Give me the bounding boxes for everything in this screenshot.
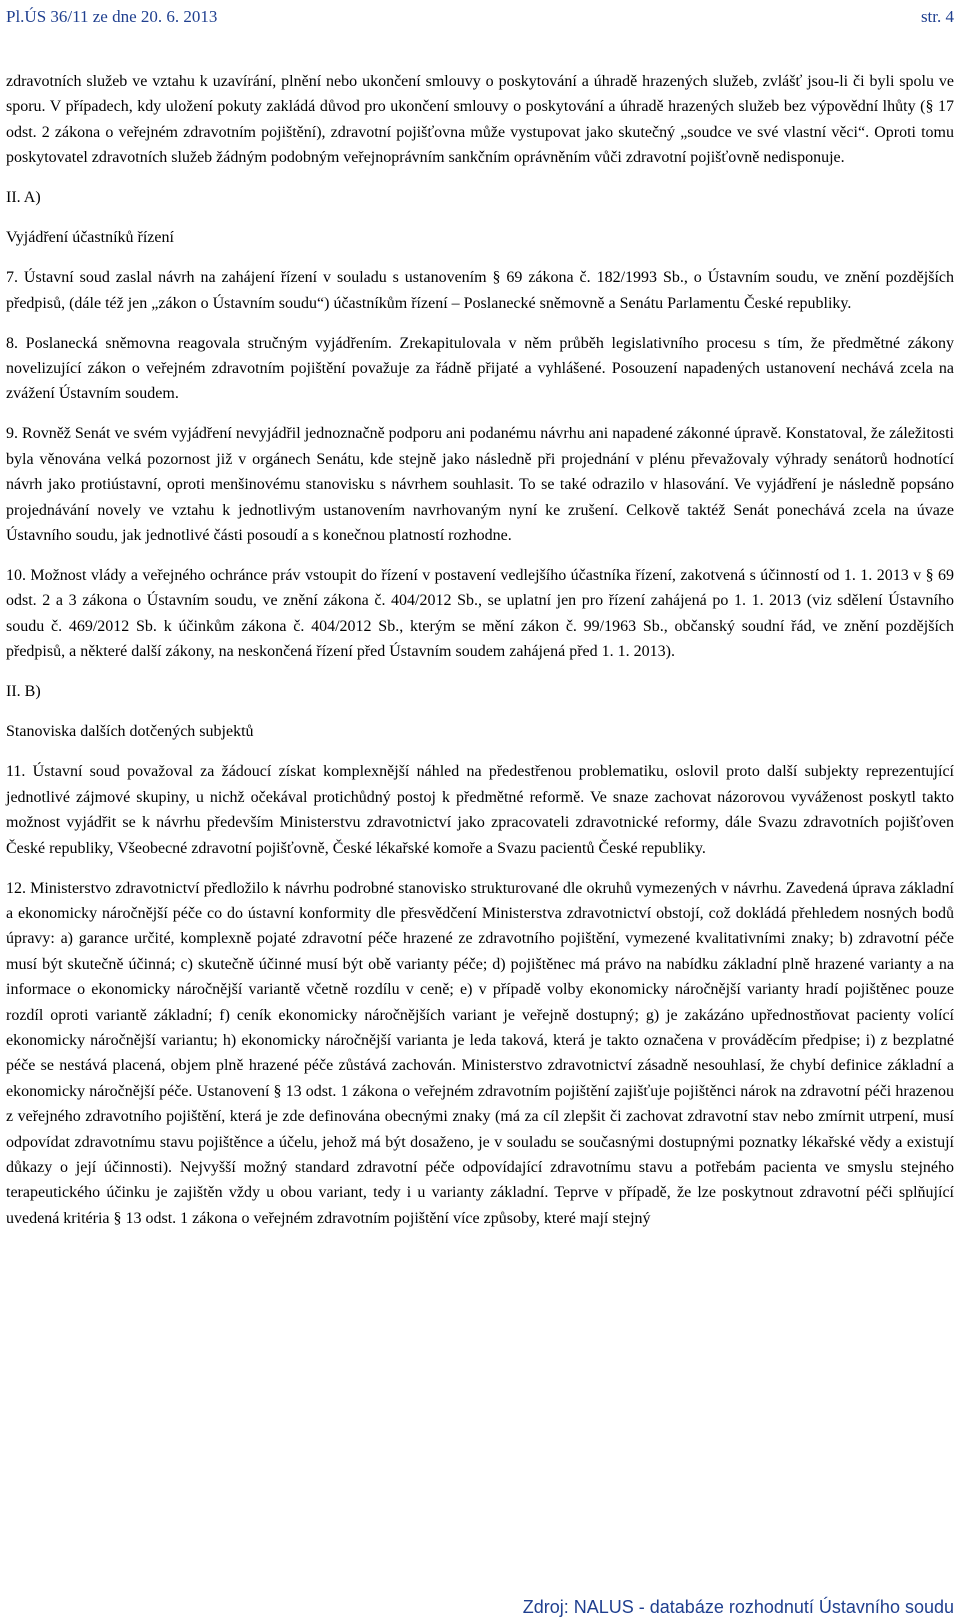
source-footer: Zdroj: NALUS - databáze rozhodnutí Ústavního soudu (522, 1597, 954, 1617)
paragraph-7: 7. Ústavní soud zaslal návrh na zahájení řízení v souladu s ustanovením § 69 zákona č. 182/1993 Sb., o Ústavním soudu, ve znění pozdějších předpisů, (dále též jen „zákon o Ústavním soudu“) účastníkům řízení – Poslanecké sněmovně a Senátu Parlamentu České republiky. (6, 269, 954, 312)
paragraph-continuation: zdravotních služeb ve vztahu k uzavírání, plnění nebo ukončení smlouvy o poskytování a úhradě hrazených služeb, zvlášť jsou-li či byli spolu ve sporu. V případech, kdy uložení pokuty zakládá důvod pro ukončení smlouvy o poskytování a úhradě hrazených služeb bez výpovědní lhůty (§ 17 odst. 2 zákona o veřejném zdravotním pojištění), zdravotní pojišťovna může vystupovat jako skutečný „soudce ve své vlastní věci“. Oproti tomu poskytovatel zdravotních služeb žádným podobným veřejnoprávním sankčním oprávněním vůči zdravotní pojišťovně nedisponuje. (6, 73, 954, 167)
section-heading-a: Vyjádření účastníků řízení (6, 229, 174, 247)
paragraph-10: 10. Možnost vlády a veřejného ochránce práv vstoupit do řízení v postavení vedlejšího účastníka řízení, zakotvená s účinností od 1. 1. 2013 v § 69 odst. 2 a 3 zákona o Ústavním soudu, ve znění zákona č. 404/2012 Sb., se uplatní jen pro řízení zahájená po 1. 1. 2013 (viz sdělení Ústavního soudu č. 469/2012 Sb. k účinkům zákona č. 404/2012 Sb., kterým se mění zákon č. 99/1963 Sb., občanský soudní řád, ve znění pozdějších předpisů, a některé další zákony, na neskončená řízení před Ústavním soudem zahájená před 1. 1. 2013). (6, 567, 954, 661)
paragraph-9: 9. Rovněž Senát ve svém vyjádření nevyjádřil jednoznačně podporu ani podanému návrhu ani napadené zákonné úpravě. Konstatoval, že záležitosti byla věnována velká pozornost již v orgánech Senátu, kde stejně jako následně při projednání v plénu převažovaly výhrady senátorů hodnotící návrh jako protiústavní, oproti menšinovému stanovisku s návrhem souhlasit. To se také odrazilo v hlasování. Ve vyjádření je následně popsáno projednávání novely ve vztahu k jednotlivým ustanovením navrhovaným nyní ke zrušení. Celkově taktéž Senát ponechává zcela na úvaze Ústavního soudu, jak jednotlivé části posoudí a s konečnou platností rozhodne. (6, 425, 954, 545)
paragraph-8: 8. Poslanecká sněmovna reagovala stručným vyjádřením. Zrekapitulovala v něm průběh legislativního procesu s tím, že předmětné zákony novelizující zákon o veřejném zdravotním pojištění považuje za řádně přijaté a vyhlášené. Posouzení napadených ustanovení nechává zcela na zvážení Ústavním soudem. (6, 334, 954, 403)
section-number-b: II. B) (6, 683, 41, 701)
page-header (6, 4, 954, 30)
decision-reference: Pl.ÚS 36/11 ze dne 20. 6. 2013 (6, 7, 218, 26)
paragraph-11: 11. Ústavní soud považoval za žádoucí získat komplexnější náhled na předestřenou problematiku, oslovil proto další subjekty reprezentující jednotlivé zájmové skupiny, u nichž očekával protichůdný postoj k předmětné reformě. Ve snaze zachovat názorovou vyváženost poskytl takto možnost vyjádřit se k návrhu především Ministerstvu zdravotnictví jako zpracovateli zdravotnické reformy, dále Svazu zdravotních pojišťoven České republiky, Všeobecné zdravotní pojišťovně, České lékařské komoře a Svazu pacientů České republiky. (6, 763, 954, 857)
document-body (6, 69, 954, 1246)
page-number: str. 4 (920, 7, 954, 26)
paragraph-12: 12. Ministerstvo zdravotnictví předložilo k návrhu podrobné stanovisko strukturované dle okruhů vymezených v návrhu. Zavedená úprava základní a ekonomicky náročnější péče co do ústavní konformity dle přesvědčení Ministerstva zdravotnictví obstojí, což dokládá přehledem nosných bodů úpravy: a) garance určité, komplexně pojaté zdravotní péče hrazené ze zdravotního pojištění, vymezené kvalitativními znaky; b) zdravotní péče musí být skutečně účinná; c) skutečně účinné musí být obě varianty péče; d) pojištěnec má právo na nabídku základní plně hrazené varianty a na informace o ekonomicky náročnější variantě včetně rozdílu v ceně; e) v případě volby ekonomicky náročnější varianty hradí pojištěnec pouze rozdíl oproti variantě základní; f) ceník ekonomicky náročnějších variant je veřejně dostupný; g) je zakázáno upřednostňovat pacienty volící ekonomicky náročnější variantu; h) ekonomicky náročnější varianta je leda taková, která je takto označena v prováděcím předpise; i) z bezplatné péče se nestává placená, objem plně hrazené péče zůstává zachován. Ministerstvo zdravotnictví zásadně nesouhlasí, že chybí definice základní a ekonomicky náročnější péče. Ustanovení § 13 odst. 1 zákona o veřejném zdravotním pojištění zajišťuje pojištěnci nárok na zdravotní péči hrazenou z veřejného zdravotního pojištění, která je zde definována obecnými znaky (má za cíl zlepšit či zachovat zdravotní stav nebo zmírnit utrpení, musí odpovídat zdravotnímu stavu pojištěnce a účelu, jehož má být dosaženo, je v souladu se současnými dostupnými poznatky lékařské vědy a existují důkazy o její účinnosti). Nejvyšší možný standard zdravotní péče odpovídající zdravotnímu stavu a potřebám pacienta ve smyslu stejného terapeutického účinku je zajištěn vždy u obou variant, tedy i u varianty základní. Teprve v případě, že lze poskytnout zdravotní péči splňující uvedená kritéria § 13 odst. 1 zákona o veřejném zdravotním pojištění více způsoby, které mají stejný (6, 879, 954, 1227)
section-number-a: II. A) (6, 189, 41, 207)
section-heading-b: Stanoviska dalších dotčených subjektů (6, 723, 254, 741)
